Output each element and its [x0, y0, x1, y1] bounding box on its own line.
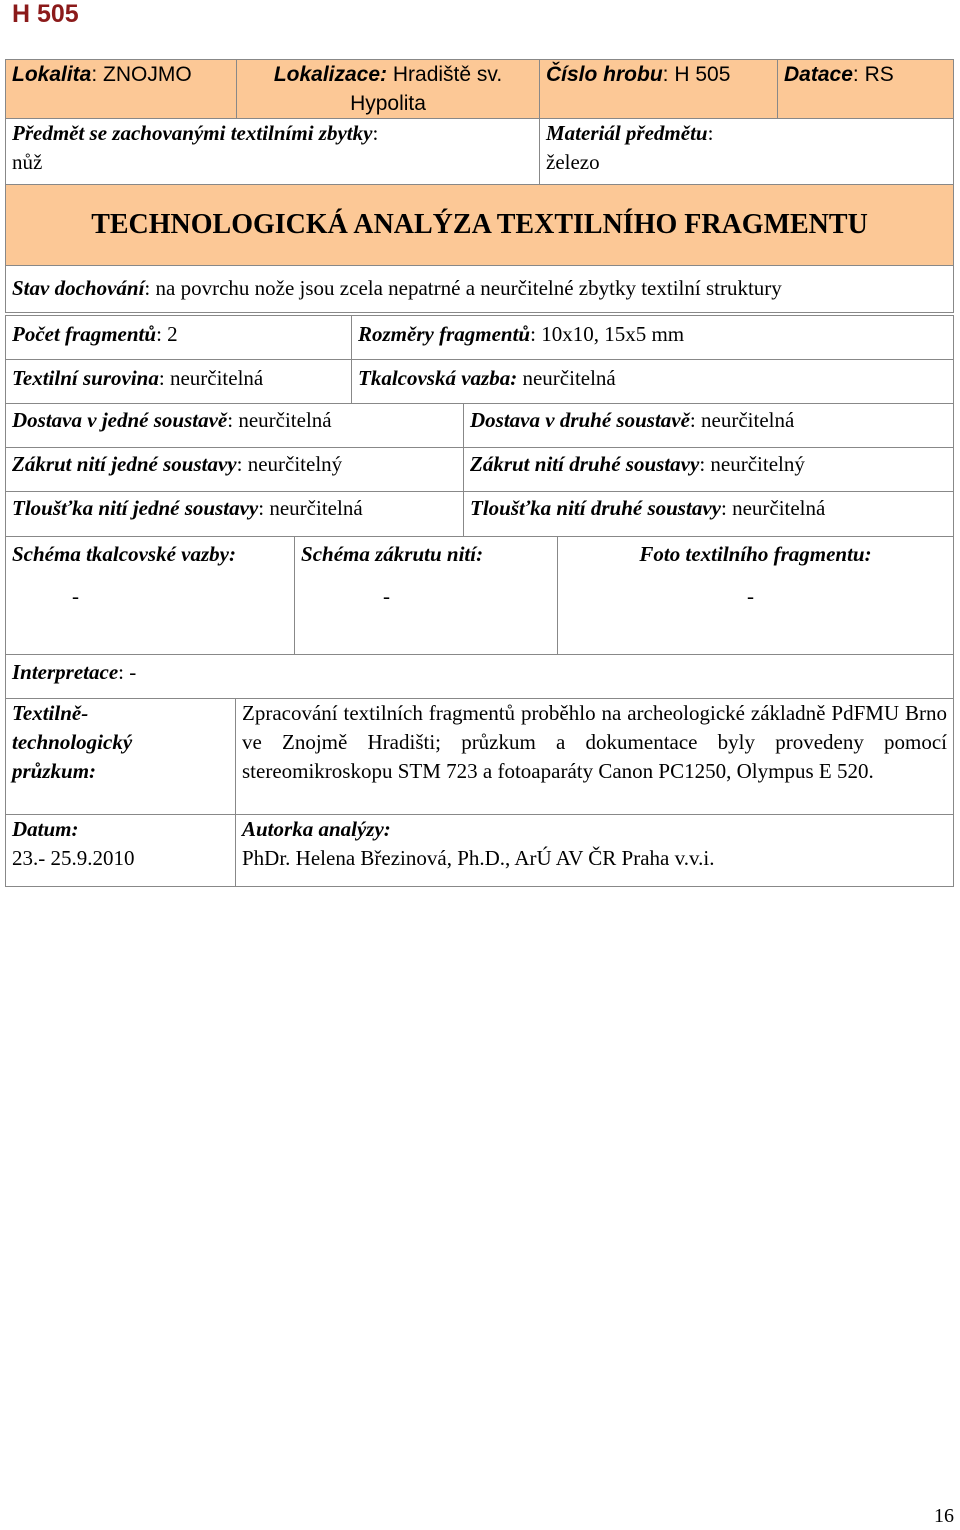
stav-value: na povrchu nože jsou zcela nepatrné a neurčitelné zbytky textilní struktury [155, 276, 782, 300]
vazba-cell [352, 360, 954, 404]
pruzkum-value: Zpracování textilních fragmentů proběhlo na archeologické základně PdFMU Brno ve Znojmě Hradišti; průzkum a dokumentace byly provedeny pomocí stereomikroskopu STM 723 a fotoaparáty Canon PC1250, Olympus E 520. [236, 699, 954, 815]
rozmery-value: 10x10, 15x5 mm [541, 322, 685, 346]
predmet-cell: Předmět se zachovanými textilními zbytky: nůž [6, 119, 540, 185]
schema-zakrutu-label: Schéma zákrutu nití: [301, 542, 484, 566]
predmet-value: nůž [12, 150, 43, 174]
thread-table [5, 403, 954, 537]
zakrut1-cell: Zákrut nití jedné soustavy: neurčitelný [6, 448, 464, 492]
datace-cell: Datace: RS [778, 60, 954, 119]
tloustka1-cell: Tloušťka nití jedné soustavy: neurčitelná [6, 492, 464, 537]
interpretace-cell: Interpretace: - [6, 655, 954, 699]
interpretace-value: - [129, 660, 137, 684]
lokalita-cell: Lokalita: ZNOJMO [6, 60, 237, 119]
cislo-hrobu-value: H 505 [674, 63, 731, 86]
tloustka1-value: neurčitelná [269, 496, 363, 520]
lokalizace-value: Hradiště sv. Hypolita [350, 63, 503, 115]
pruzkum-label-cell [6, 699, 236, 815]
schema-zakrutu-cell [295, 537, 558, 655]
schema-table [5, 536, 954, 887]
pocet-cell: Počet fragmentů: 2 [6, 316, 352, 360]
schema-vazby-value: - [72, 584, 79, 608]
pruzkum-label: Textilně-technologický průzkum: [12, 701, 133, 783]
dostava1-cell: Dostava v jedné soustavě: neurčitelná [6, 404, 464, 448]
lokalita-label: Lokalita [12, 63, 92, 86]
surovina-cell: Textilní surovina: neurčitelná [6, 360, 352, 404]
dostava1-value: neurčitelná [238, 408, 332, 432]
datum-label: Datum: [12, 817, 79, 841]
material-cell: Materiál předmětu: železo [540, 119, 954, 185]
header-table [5, 59, 954, 313]
tloustka1-label: Tloušťka nití jedné soustavy [12, 496, 259, 520]
vazba-value: neurčitelná [522, 366, 616, 390]
datum-cell [6, 815, 236, 887]
autorka-value: PhDr. Helena Březinová, Ph.D., ArÚ AV ČR Praha v.v.i. [242, 846, 715, 870]
cislo-hrobu-label: Číslo hrobu [546, 63, 663, 86]
surovina-label: Textilní surovina [12, 366, 159, 390]
tloustka2-label: Tloušťka nití druhé soustavy [470, 496, 721, 520]
lokalizace-label: Lokalizace: [273, 63, 388, 86]
zakrut2-cell: Zákrut nití druhé soustavy: neurčitelný [464, 448, 954, 492]
dostava2-label: Dostava v druhé soustavě [470, 408, 690, 432]
tloustka2-cell: Tloušťka nití druhé soustavy: neurčitelná [464, 492, 954, 537]
stav-label: Stav dochování [12, 276, 145, 300]
stav-cell: Stav dochování: na povrchu nože jsou zcela nepatrné a neurčitelné zbytky textilní struktury [6, 266, 954, 313]
surovina-value: neurčitelná [169, 366, 264, 390]
pocet-label: Počet fragmentů [12, 322, 157, 346]
fragment-table [5, 315, 954, 404]
interpretace-label: Interpretace [12, 660, 119, 684]
datace-value: RS [864, 63, 894, 86]
vazba-label: Tkalcovská vazba: [358, 366, 518, 390]
pocet-value: 2 [167, 322, 178, 346]
cislo-hrobu-cell: Číslo hrobu: H 505 [540, 60, 778, 119]
schema-zakrutu-value: - [383, 584, 391, 608]
dostava2-value: neurčitelná [701, 408, 795, 432]
rozmery-label: Rozměry fragmentů [358, 322, 531, 346]
foto-label: Foto textilního fragmentu: [639, 542, 872, 566]
material-value: železo [546, 150, 600, 174]
schema-vazby-label: Schéma tkalcovské vazby: [12, 542, 236, 566]
datum-value: 23.- 25.9.2010 [12, 846, 135, 870]
zakrut2-label: Zákrut nití druhé soustavy [470, 452, 700, 476]
zakrut1-value: neurčitelný [247, 452, 343, 476]
dostava1-label: Dostava v jedné soustavě [12, 408, 228, 432]
lokalizace-cell [237, 60, 540, 119]
foto-value: - [747, 584, 755, 608]
document-title: TECHNOLOGICKÁ ANALÝZA TEXTILNÍHO FRAGMENTU [6, 185, 954, 266]
foto-cell [558, 537, 954, 655]
tloustka2-value: neurčitelná [732, 496, 826, 520]
page-heading: H 505 [12, 0, 79, 28]
material-label: Materiál předmětu [546, 121, 708, 145]
rozmery-cell: Rozměry fragmentů: 10x10, 15x5 mm [352, 316, 954, 360]
schema-vazby-cell [6, 537, 295, 655]
page-number: 16 [934, 1505, 954, 1527]
zakrut2-value: neurčitelný [710, 452, 805, 476]
predmet-label: Předmět se zachovanými textilními zbytky [12, 121, 373, 145]
autorka-cell [236, 815, 954, 887]
dostava2-cell: Dostava v druhé soustavě: neurčitelná [464, 404, 954, 448]
autorka-label: Autorka analýzy: [242, 817, 391, 841]
zakrut1-label: Zákrut nití jedné soustavy [12, 452, 237, 476]
lokalita-value: ZNOJMO [103, 63, 192, 86]
datace-label-text: Datace [784, 63, 853, 86]
